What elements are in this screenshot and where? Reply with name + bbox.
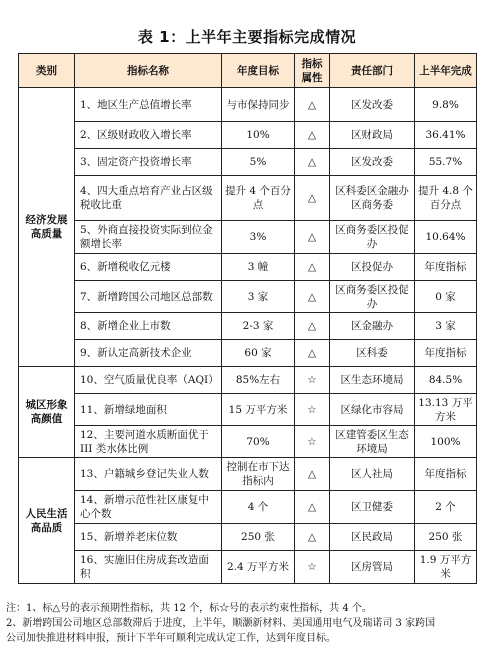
indicator-name: 10、空气质量优良率（AQI） bbox=[75, 367, 222, 394]
indicator-result: 年度指标 bbox=[415, 340, 477, 367]
indicator-dept: 区科委区金融办区商务委 bbox=[330, 176, 415, 221]
indicator-name: 13、户籍城乡登记失业人数 bbox=[75, 458, 222, 491]
indicator-attr: △ bbox=[295, 524, 330, 551]
indicator-target: 与市保持同步 bbox=[222, 88, 295, 122]
indicator-attr: △ bbox=[295, 88, 330, 122]
indicator-dept: 区财政局 bbox=[330, 122, 415, 149]
indicator-name: 1、地区生产总值增长率 bbox=[75, 88, 222, 122]
table-row bbox=[19, 340, 477, 367]
indicator-target: 控制在市下达指标内 bbox=[222, 458, 295, 491]
table-row bbox=[19, 367, 477, 394]
indicator-attr: △ bbox=[295, 149, 330, 176]
indicator-name: 5、外商直接投资实际到位金额增长率 bbox=[75, 221, 222, 254]
indicator-target: 60 家 bbox=[222, 340, 295, 367]
category-people: 人民生活高品质 bbox=[19, 458, 75, 584]
footnote-line-2: 2、新增跨国公司地区总部数滞后于进度，上半年，顺灏新材料、美国通用电气及瑞诺司 3 家跨国 bbox=[6, 618, 436, 629]
indicator-result: 1.9 万平方米 bbox=[415, 551, 477, 584]
header-result: 上半年完成 bbox=[415, 54, 477, 88]
indicator-dept: 区人社局 bbox=[330, 458, 415, 491]
indicator-dept: 区投促办 bbox=[330, 254, 415, 281]
header-category: 类别 bbox=[19, 54, 75, 88]
indicator-dept: 区发改委 bbox=[330, 149, 415, 176]
footnote-line-3: 公司加快推进材料申报，预计下半年可顺利完成认定工作，达到年度目标。 bbox=[6, 633, 336, 644]
indicator-target: 2.4 万平方米 bbox=[222, 551, 295, 584]
indicator-target: 提升 4 个百分点 bbox=[222, 176, 295, 221]
indicator-result: 0 家 bbox=[415, 281, 477, 313]
indicator-attr: △ bbox=[295, 458, 330, 491]
table-row bbox=[19, 524, 477, 551]
indicator-name: 9、新认定高新技术企业 bbox=[75, 340, 222, 367]
indicator-result: 3 家 bbox=[415, 313, 477, 340]
indicator-table bbox=[18, 53, 477, 584]
indicator-result: 84.5% bbox=[415, 367, 477, 394]
indicator-result: 年度指标 bbox=[415, 254, 477, 281]
indicator-result: 55.7% bbox=[415, 149, 477, 176]
indicator-target: 250 张 bbox=[222, 524, 295, 551]
table-row bbox=[19, 426, 477, 458]
table-row bbox=[19, 551, 477, 584]
indicator-dept: 区绿化市容局 bbox=[330, 394, 415, 426]
indicator-result: 36.41% bbox=[415, 122, 477, 149]
table-row bbox=[19, 88, 477, 122]
indicator-dept: 区房管局 bbox=[330, 551, 415, 584]
header-target: 年度目标 bbox=[222, 54, 295, 88]
indicator-attr: △ bbox=[295, 176, 330, 221]
table-row bbox=[19, 221, 477, 254]
indicator-target: 2-3 家 bbox=[222, 313, 295, 340]
indicator-result: 250 张 bbox=[415, 524, 477, 551]
table-row bbox=[19, 122, 477, 149]
table-row bbox=[19, 254, 477, 281]
indicator-attr: ☆ bbox=[295, 367, 330, 394]
table-row bbox=[19, 149, 477, 176]
indicator-attr: △ bbox=[295, 281, 330, 313]
indicator-attr: △ bbox=[295, 313, 330, 340]
indicator-dept: 区金融办 bbox=[330, 313, 415, 340]
indicator-target: 3% bbox=[222, 221, 295, 254]
indicator-target: 3 幢 bbox=[222, 254, 295, 281]
indicator-dept: 区民政局 bbox=[330, 524, 415, 551]
indicator-result: 提升 4.8 个百分点 bbox=[415, 176, 477, 221]
category-economy: 经济发展高质量 bbox=[19, 88, 75, 367]
indicator-attr: ☆ bbox=[295, 394, 330, 426]
table-header-row bbox=[19, 54, 477, 88]
category-city: 城区形象高颜值 bbox=[19, 367, 75, 458]
table-row bbox=[19, 313, 477, 340]
indicator-name: 11、新增绿地面积 bbox=[75, 394, 222, 426]
indicator-attr: ☆ bbox=[295, 551, 330, 584]
indicator-attr: △ bbox=[295, 340, 330, 367]
indicator-target: 15 万平方米 bbox=[222, 394, 295, 426]
indicator-target: 5% bbox=[222, 149, 295, 176]
page-title: 表 1：上半年主要指标完成情况 bbox=[137, 28, 357, 46]
indicator-result: 10.64% bbox=[415, 221, 477, 254]
indicator-target: 10% bbox=[222, 122, 295, 149]
indicator-dept: 区建管委区生态环境局 bbox=[330, 426, 415, 458]
indicator-dept: 区商务委区投促办 bbox=[330, 221, 415, 254]
indicator-result: 9.8% bbox=[415, 88, 477, 122]
table-row bbox=[19, 394, 477, 426]
indicator-name: 3、固定资产投资增长率 bbox=[75, 149, 222, 176]
indicator-name: 15、新增养老床位数 bbox=[75, 524, 222, 551]
indicator-name: 6、新增税收亿元楼 bbox=[75, 254, 222, 281]
indicator-name: 7、新增跨国公司地区总部数 bbox=[75, 281, 222, 313]
indicator-name: 4、四大重点培育产业占区级税收比重 bbox=[75, 176, 222, 221]
indicator-target: 85%左右 bbox=[222, 367, 295, 394]
table-row bbox=[19, 491, 477, 524]
indicator-dept: 区生态环境局 bbox=[330, 367, 415, 394]
indicator-dept: 区卫健委 bbox=[330, 491, 415, 524]
indicator-attr: ☆ bbox=[295, 426, 330, 458]
indicator-target: 3 家 bbox=[222, 281, 295, 313]
table-row bbox=[19, 458, 477, 491]
indicator-result: 100% bbox=[415, 426, 477, 458]
indicator-dept: 区科委 bbox=[330, 340, 415, 367]
indicator-result: 13.13 万平方米 bbox=[415, 394, 477, 426]
indicator-dept: 区商务委区投促办 bbox=[330, 281, 415, 313]
indicator-result: 年度指标 bbox=[415, 458, 477, 491]
footnote-line-1: 注：1、标△号的表示预期性指标，共 12 个，标☆号的表示约束性指标，共 4 个。 bbox=[6, 603, 372, 614]
indicator-name: 14、新增示范性社区康复中心个数 bbox=[75, 491, 222, 524]
indicator-name: 8、新增企业上市数 bbox=[75, 313, 222, 340]
indicator-name: 2、区级财政收入增长率 bbox=[75, 122, 222, 149]
indicator-result: 2 个 bbox=[415, 491, 477, 524]
indicator-name: 12、主要河道水质断面优于 III 类水体比例 bbox=[75, 426, 222, 458]
indicator-attr: △ bbox=[295, 254, 330, 281]
indicator-dept: 区发改委 bbox=[330, 88, 415, 122]
header-name: 指标名称 bbox=[75, 54, 222, 88]
indicator-attr: △ bbox=[295, 491, 330, 524]
indicator-target: 70% bbox=[222, 426, 295, 458]
indicator-attr: △ bbox=[295, 122, 330, 149]
header-dept: 责任部门 bbox=[330, 54, 415, 88]
footnotes bbox=[6, 601, 490, 646]
indicator-name: 16、实施旧住房成套改造面积 bbox=[75, 551, 222, 584]
indicator-attr: △ bbox=[295, 221, 330, 254]
indicator-target: 4 个 bbox=[222, 491, 295, 524]
table-row bbox=[19, 281, 477, 313]
header-attr: 指标属性 bbox=[295, 54, 330, 88]
table-row bbox=[19, 176, 477, 221]
